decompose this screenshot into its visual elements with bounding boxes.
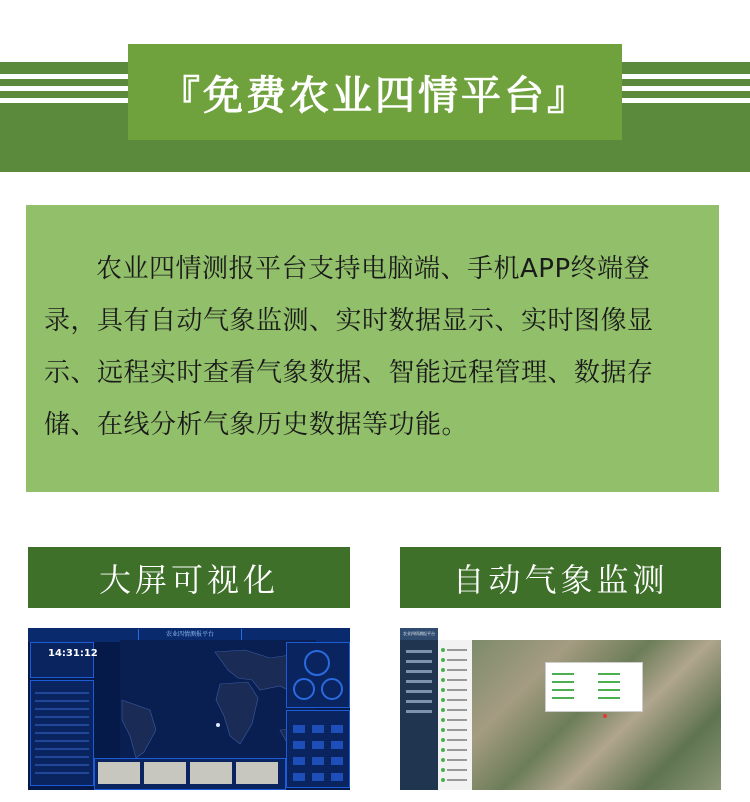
monitor-sidebar-menu (400, 628, 438, 790)
map-marker-icon (603, 714, 607, 718)
image-thumbnail (190, 762, 232, 784)
weather-popup-rows (546, 663, 642, 711)
image-thumbnail (144, 762, 186, 784)
dashboard-title: 农业四情测报平台 (138, 629, 242, 641)
gauge-ring (321, 678, 343, 700)
device-status-grid (287, 711, 349, 787)
image-thumbnail (98, 762, 140, 784)
gauge-ring (304, 650, 330, 676)
data-list-lines (31, 681, 93, 785)
page-title: 『免费农业四情平台』 (160, 72, 590, 119)
weather-popup (545, 662, 643, 712)
header-title-box (128, 44, 622, 140)
device-status-panel (286, 710, 350, 788)
data-list-panel (30, 680, 94, 786)
description-panel (26, 205, 719, 492)
feature-label-visualization: 大屏可视化 (28, 547, 350, 608)
description-text: 农业四情测报平台支持电脑端、手机APP终端登录，具有自动气象监测、实时数据显示、实时图像显示、远程实时查看气象数据、智能远程管理、数据存储、在线分析气象历史数据等功能。 (44, 254, 654, 440)
monitor-device-tree-items (438, 640, 472, 790)
feature-label-weather-monitoring: 自动气象监测 (400, 547, 721, 608)
gauge-ring (293, 678, 315, 700)
monitor-device-tree (438, 640, 472, 790)
monitor-brand: 农业四情测报平台 (400, 628, 438, 640)
image-thumbnail (236, 762, 278, 784)
monitoring-screenshot (400, 628, 721, 790)
dashboard-screenshot (28, 628, 350, 790)
monitor-sidebar (400, 628, 438, 790)
dashboard-clock: 14:31:12 (48, 648, 98, 659)
